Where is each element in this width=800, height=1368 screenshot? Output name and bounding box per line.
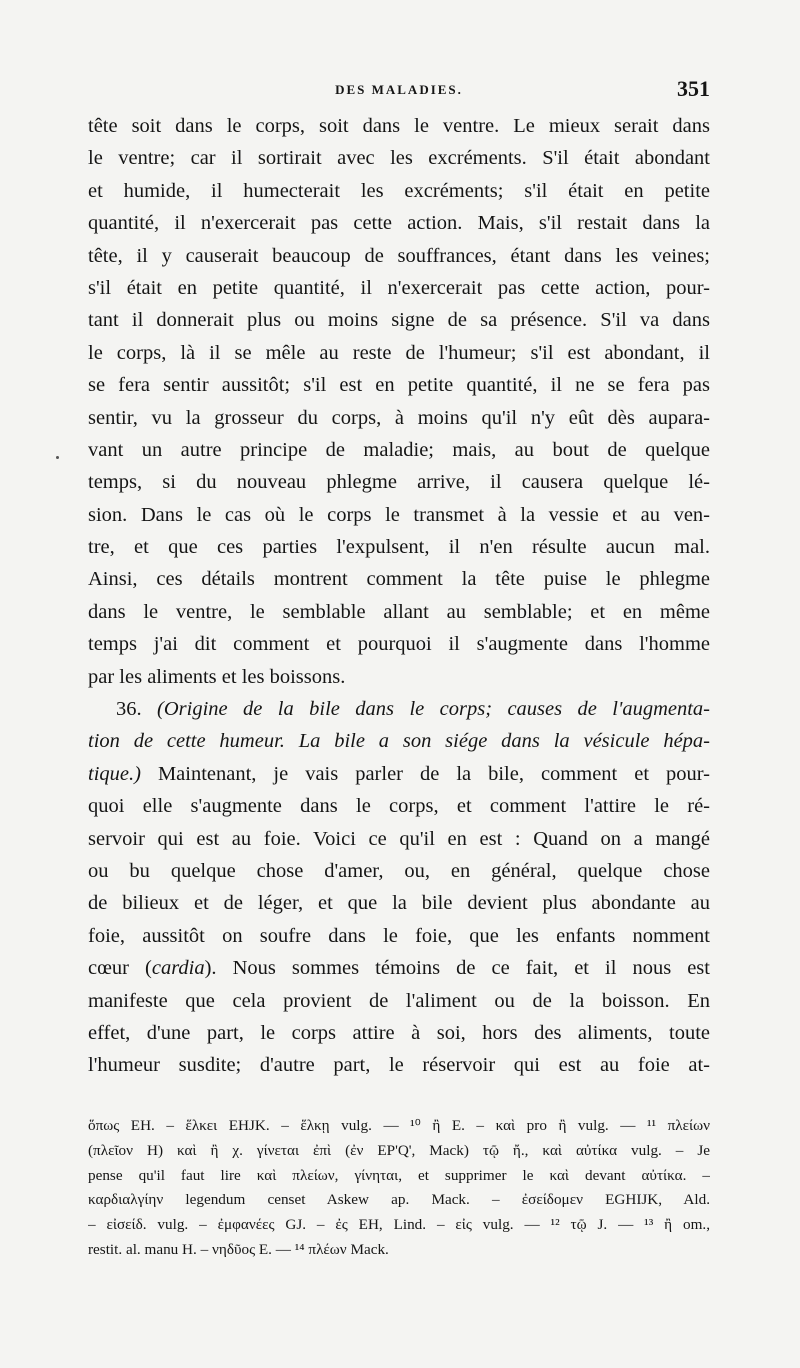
text-line: Ainsi, ces détails montrent comment la tête puise le phlegme: [88, 568, 710, 591]
text-line: quoi elle s'augmente dans le corps, et comment l'attire le ré-: [88, 795, 710, 818]
footnote-line: restit. al. manu H. – νηδῦος E. — ¹⁴ πλέων Mack.: [88, 1240, 389, 1258]
text-line: tre, et que ces parties l'expulsent, il n'en résulte aucun mal.: [88, 536, 710, 559]
text-line: quantité, il n'exercerait pas cette action. Mais, s'il restait dans la: [88, 212, 710, 235]
footnote-line: ὅπως EH. – ἕλκει EHJK. – ἕλκῃ vulg. — ¹⁰ ἢ E. – καὶ pro ἢ vulg. — ¹¹ πλείων: [88, 1117, 710, 1134]
text-line: s'il était en petite quantité, il n'exercerait pas cette action, pour-: [88, 276, 710, 299]
text-line: temps j'ai dit comment et pourquoi il s'augmente dans l'homme: [88, 633, 710, 656]
footnote-line: (πλεῖον H) καὶ ἢ χ. γίνεται ἐπὶ (ἐν EP'Q', Mack) τῷ ἤ., καὶ αὐτίκα vulg. – Je: [88, 1141, 710, 1159]
text-line: dans le ventre, le semblable allant au semblable; et en même: [88, 600, 710, 623]
text-line: foie, aussitôt on soufre dans le foie, que les enfants nomment: [88, 924, 710, 947]
text-line: l'humeur susdite; d'autre part, le réservoir qui est au foie at-: [88, 1054, 710, 1077]
text-line: se fera sentir aussitôt; s'il est en petite quantité, il ne se fera pas: [88, 374, 710, 397]
text-line: ou bu quelque chose d'amer, ou, en général, quelque chose: [88, 859, 710, 882]
text-line: sentir, vu la grosseur du corps, à moins qu'il n'y eût dès aupara-: [88, 406, 710, 429]
footnote-line: – εἰσείδ. vulg. – ἐμφανέες GJ. – ἐς EH, Lind. – εἰς vulg. — ¹² τῷ J. — ¹³ ἢ om.,: [88, 1216, 710, 1234]
footnote-line: pense qu'il faut lire καὶ πλείων, γίνηται, et supprimer le καὶ devant αὐτίκα. –: [88, 1166, 710, 1184]
running-head: [88, 78, 710, 108]
cardia-term: cardia: [151, 957, 205, 980]
text-line: vant un autre principe de maladie; mais, au bout de quelque: [88, 438, 710, 461]
text-line: effet, d'une part, le corps attire à soi, hors des aliments, toute: [88, 1021, 710, 1044]
text-line: sion. Dans le cas où le corps le transmet à la vessie et au ven-: [88, 503, 710, 526]
text-line: servoir qui est au foie. Voici ce qu'il en est : Quand on a mangé: [88, 827, 710, 850]
section-heading-line: [88, 725, 710, 757]
section-heading-line: [88, 693, 710, 725]
section-number: 36.: [116, 698, 142, 721]
section-heading: (Origine de la bile dans le corps; causes de l'augmenta-: [157, 698, 710, 721]
text-fragment: ). Nous sommes témoins de ce fait, et il nous est: [204, 957, 710, 980]
text-fragment: cœur (: [88, 957, 152, 980]
section-heading: tion de cette humeur. La bile a son siége dans la vésicule hépa-: [88, 730, 710, 753]
section-text: Maintenant, je vais parler de la bile, comment et pour-: [140, 762, 710, 785]
page-number: 351: [677, 76, 710, 101]
section-heading: tique.): [88, 762, 141, 785]
running-title: DES MALADIES.: [335, 82, 463, 97]
text-line: tant il donnerait plus ou moins signe de sa présence. S'il va dans: [88, 309, 710, 332]
section-heading-line: [88, 758, 710, 790]
text-line: tête, il y causerait beaucoup de souffrances, étant dans les veines;: [88, 244, 710, 267]
text-line: le corps, là il se mêle au reste de l'humeur; s'il est abondant, il: [88, 341, 710, 364]
footnote-line: καρδιαλγίην legendum censet Askew ap. Mack. – ἐσείδομεν EGHIJK, Ald.: [88, 1191, 710, 1209]
main-text: [88, 110, 710, 1082]
text-line: par les aliments et les boissons.: [88, 665, 346, 688]
margin-mark: [56, 456, 59, 459]
text-line: temps, si du nouveau phlegme arrive, il causera quelque lé-: [88, 471, 710, 494]
text-line: tête soit dans le corps, soit dans le ventre. Le mieux serait dans: [88, 115, 710, 137]
text-line: et humide, il humecterait les excréments; s'il était en petite: [88, 179, 710, 202]
text-line: de bilieux et de léger, et que la bile devient plus abondante au: [88, 892, 710, 915]
text-line: le ventre; car il sortirait avec les excréments. S'il était abondant: [88, 147, 710, 170]
footnotes: [88, 1114, 710, 1263]
text-line: [88, 952, 710, 984]
text-line: manifeste que cela provient de l'aliment ou de la boisson. En: [88, 989, 710, 1012]
